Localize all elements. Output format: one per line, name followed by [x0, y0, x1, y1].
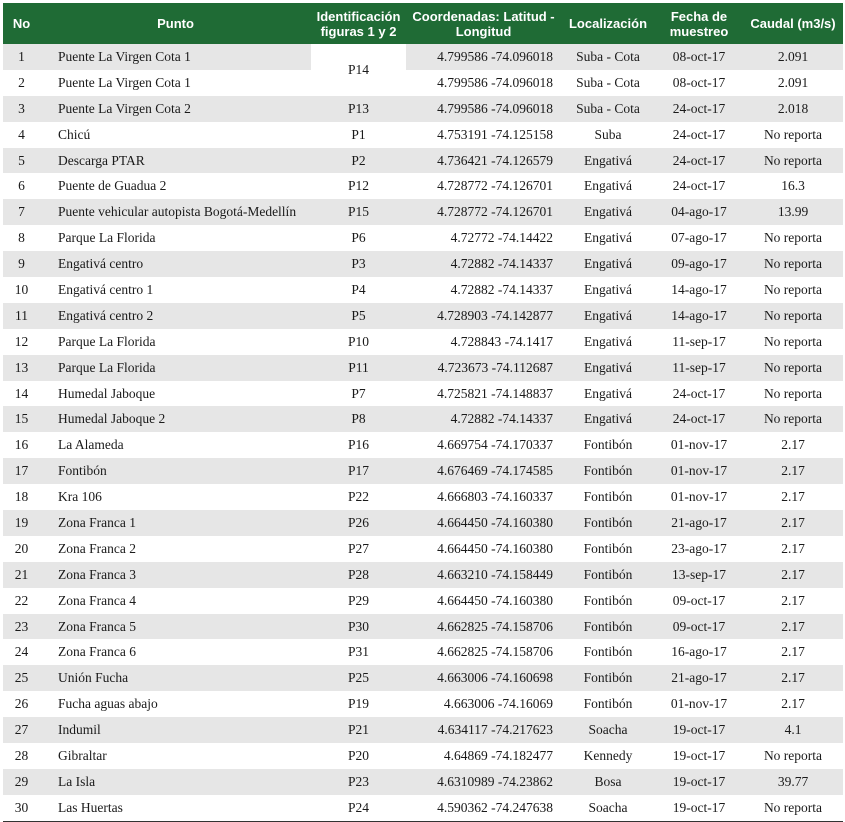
cell-no: 16: [14, 437, 29, 453]
cell-no: 2: [18, 74, 25, 90]
cell-no: 26: [14, 696, 29, 712]
table-row: [3, 484, 843, 510]
cell-punto: La Isla: [40, 769, 311, 795]
cell-fecha: 09-oct-17: [672, 592, 726, 608]
cell-fecha: 01-nov-17: [670, 696, 728, 712]
header-coordenadas: Coordenadas: Latitud - Longitud: [406, 3, 561, 44]
header-localizacion: Localización: [561, 3, 655, 44]
cell-coordenadas: 4.664450 -74.160380: [406, 510, 561, 536]
cell-no: 10: [14, 281, 29, 297]
cell-no: 19: [3, 510, 40, 536]
cell-coordenadas: 4.663006 -74.16069: [443, 696, 553, 712]
cell-caudal: 39.77: [743, 769, 843, 795]
cell-fecha: 24-oct-17: [655, 406, 743, 432]
cell-identificacion: P21: [311, 717, 406, 743]
table-row: [3, 381, 843, 407]
cell-coordenadas: 4.723673 -74.112687: [406, 355, 561, 381]
cell-fecha: 11-sep-17: [672, 333, 726, 349]
cell-caudal: 2.17: [743, 562, 843, 588]
cell-no: 17: [3, 458, 40, 484]
table-row: [3, 173, 843, 199]
cell-fecha: 04-ago-17: [655, 199, 743, 225]
cell-coordenadas: 4.662825 -74.158706: [437, 644, 553, 660]
table-row: [3, 639, 843, 665]
cell-coordenadas: 4.799586 -74.096018: [406, 96, 561, 122]
cell-no: 11: [3, 303, 40, 329]
cell-no: 27: [3, 717, 40, 743]
cell-identificacion: P2: [311, 148, 406, 174]
cell-caudal: 2.17: [743, 614, 843, 640]
table-row: [3, 251, 843, 277]
cell-caudal: 2.091: [777, 74, 809, 90]
table-row: [3, 44, 843, 70]
cell-fecha: 08-oct-17: [655, 44, 743, 70]
cell-identificacion: P6: [351, 230, 366, 246]
cell-coordenadas: 4.676469 -74.174585: [406, 458, 561, 484]
cell-coordenadas: 4.72882 -74.14337: [406, 251, 561, 277]
cell-no: 9: [3, 251, 40, 277]
cell-punto: Puente La Virgen Cota 2: [40, 96, 311, 122]
header-caudal: Caudal (m3/s): [743, 3, 843, 44]
cell-punto: Fontibón: [40, 458, 311, 484]
cell-punto: Puente vehicular autopista Bogotá-Medellín: [40, 199, 311, 225]
cell-localizacion: Engativá: [561, 406, 655, 432]
cell-coordenadas: 4.728772 -74.126701: [437, 178, 553, 194]
cell-punto: Fucha aguas abajo: [58, 696, 158, 712]
table-row: [3, 795, 843, 821]
sampling-table-container: [3, 3, 843, 822]
cell-caudal: 2.17: [781, 489, 805, 505]
table-row: [3, 225, 843, 251]
cell-coordenadas: 4.666803 -74.160337: [437, 489, 553, 505]
cell-identificacion: P5: [311, 303, 406, 329]
cell-localizacion: Engativá: [584, 178, 632, 194]
cell-identificacion: P11: [311, 355, 406, 381]
cell-localizacion: Engativá: [561, 199, 655, 225]
cell-localizacion: Bosa: [561, 769, 655, 795]
cell-coordenadas: 4.663210 -74.158449: [406, 562, 561, 588]
cell-localizacion: Fontibón: [583, 437, 633, 453]
sampling-points-table: [3, 3, 843, 822]
cell-localizacion: Engativá: [561, 355, 655, 381]
table-row: [3, 717, 843, 743]
cell-identificacion: P23: [311, 769, 406, 795]
cell-punto: Las Huertas: [40, 795, 311, 821]
cell-fecha: 07-ago-17: [671, 230, 727, 246]
cell-punto: Zona Franca 6: [58, 644, 136, 660]
table-row: [3, 148, 843, 174]
cell-caudal: 2.17: [781, 437, 805, 453]
cell-fecha: 19-oct-17: [655, 769, 743, 795]
cell-localizacion: Suba - Cota: [561, 44, 655, 70]
cell-coordenadas: 4.669754 -74.170337: [437, 437, 553, 453]
cell-coordenadas: 4.728843 -74.1417: [450, 333, 553, 349]
cell-coordenadas: 4.72882 -74.14337: [406, 406, 561, 432]
cell-fecha: 24-oct-17: [672, 385, 726, 401]
cell-identificacion: P31: [347, 644, 369, 660]
cell-fecha: 24-oct-17: [655, 148, 743, 174]
cell-no: 29: [3, 769, 40, 795]
cell-identificacion: P10: [347, 333, 369, 349]
cell-fecha: 21-ago-17: [655, 665, 743, 691]
cell-caudal: No reporta: [743, 355, 843, 381]
cell-no: 13: [3, 355, 40, 381]
cell-punto: Zona Franca 5: [40, 614, 311, 640]
cell-coordenadas: 4.799586 -74.096018: [406, 44, 561, 70]
cell-fecha: 14-ago-17: [671, 281, 727, 297]
cell-no: 28: [14, 747, 29, 763]
cell-caudal: No reporta: [743, 303, 843, 329]
cell-coordenadas: 4.663006 -74.160698: [406, 665, 561, 691]
cell-coordenadas: 4.664450 -74.160380: [437, 540, 553, 556]
cell-punto: Chicú: [58, 126, 91, 142]
cell-localizacion: Soacha: [561, 717, 655, 743]
cell-caudal: No reporta: [743, 406, 843, 432]
table-row: [3, 329, 843, 355]
cell-punto: Parque La Florida: [58, 333, 156, 349]
table-row: [3, 355, 843, 381]
cell-localizacion: Kennedy: [583, 747, 633, 763]
cell-caudal: 2.018: [743, 96, 843, 122]
cell-no: 4: [18, 126, 25, 142]
cell-localizacion: Fontibón: [583, 489, 633, 505]
cell-caudal: 2.17: [781, 696, 805, 712]
table-body: [3, 44, 843, 821]
header-identificacion: Identificación figuras 1 y 2: [311, 3, 406, 44]
table-row: [3, 743, 843, 769]
cell-punto: Puente La Virgen Cota 1: [58, 74, 191, 90]
cell-localizacion: Fontibón: [583, 592, 633, 608]
cell-coordenadas: 4.728903 -74.142877: [406, 303, 561, 329]
cell-identificacion: P16: [347, 437, 369, 453]
cell-localizacion: Suba - Cota: [561, 96, 655, 122]
cell-no: 8: [18, 230, 25, 246]
cell-fecha: 09-ago-17: [655, 251, 743, 277]
table-row: [3, 303, 843, 329]
cell-localizacion: Suba - Cota: [576, 74, 640, 90]
cell-identificacion: P19: [347, 696, 369, 712]
cell-coordenadas: 4.662825 -74.158706: [406, 614, 561, 640]
cell-identificacion: P12: [347, 178, 369, 194]
cell-punto: Engativá centro: [40, 251, 311, 277]
table-header-row: [3, 3, 843, 44]
cell-identificacion: P25: [311, 665, 406, 691]
cell-identificacion: P29: [347, 592, 369, 608]
cell-fecha: 08-oct-17: [672, 74, 726, 90]
cell-fecha: 16-ago-17: [671, 644, 727, 660]
cell-caudal: No reporta: [763, 281, 823, 297]
cell-punto: Zona Franca 4: [58, 592, 136, 608]
cell-punto: Gibraltar: [58, 747, 107, 763]
cell-caudal: No reporta: [763, 126, 823, 142]
cell-identificacion: P22: [347, 489, 369, 505]
cell-coordenadas: 4.72772 -74.14422: [450, 230, 553, 246]
cell-coordenadas: 4.590362 -74.247638: [406, 795, 561, 821]
cell-fecha: 23-ago-17: [671, 540, 727, 556]
table-row: [3, 96, 843, 122]
cell-fecha: 24-oct-17: [672, 126, 726, 142]
cell-no: 3: [3, 96, 40, 122]
cell-coordenadas: 4.664450 -74.160380: [437, 592, 553, 608]
cell-caudal: 2.17: [743, 458, 843, 484]
cell-no: 22: [14, 592, 29, 608]
cell-fecha: 19-oct-17: [672, 747, 726, 763]
cell-no: 6: [18, 178, 25, 194]
cell-caudal: 2.17: [781, 644, 805, 660]
cell-caudal: No reporta: [743, 148, 843, 174]
cell-caudal: No reporta: [743, 251, 843, 277]
cell-identificacion: P27: [347, 540, 369, 556]
cell-fecha: 01-nov-17: [670, 489, 728, 505]
cell-fecha: 01-nov-17: [670, 437, 728, 453]
cell-localizacion: Fontibón: [561, 562, 655, 588]
cell-fecha: 11-sep-17: [655, 355, 743, 381]
cell-coordenadas: 4.799586 -74.096018: [406, 70, 561, 96]
cell-caudal: 4.1: [743, 717, 843, 743]
cell-localizacion: Fontibón: [561, 510, 655, 536]
cell-identificacion: P13: [311, 96, 406, 122]
cell-caudal: No reporta: [763, 747, 823, 763]
cell-localizacion: Fontibón: [583, 696, 633, 712]
cell-localizacion: Engativá: [584, 333, 632, 349]
cell-punto: Indumil: [40, 717, 311, 743]
cell-caudal: 2.17: [743, 510, 843, 536]
cell-caudal: No reporta: [763, 333, 823, 349]
header-no: No: [3, 3, 40, 44]
cell-caudal: No reporta: [743, 795, 843, 821]
cell-punto: Parque La Florida: [40, 355, 311, 381]
cell-caudal: 16.3: [781, 178, 805, 194]
header-fecha: Fecha de muestreo: [655, 3, 743, 44]
cell-identificacion: P24: [311, 795, 406, 821]
table-row: [3, 588, 843, 614]
cell-identificacion: P20: [347, 747, 369, 763]
cell-no: 5: [3, 148, 40, 174]
cell-coordenadas: 4.725821 -74.148837: [437, 385, 553, 401]
cell-identificacion: P3: [311, 251, 406, 277]
cell-caudal: 2.17: [743, 665, 843, 691]
cell-fecha: 13-sep-17: [655, 562, 743, 588]
table-row: [3, 406, 843, 432]
cell-localizacion: Engativá: [584, 230, 632, 246]
cell-coordenadas: 4.6310989 -74.23862: [406, 769, 561, 795]
cell-identificacion: P14: [311, 44, 406, 96]
cell-fecha: 19-oct-17: [655, 795, 743, 821]
cell-fecha: 24-oct-17: [655, 96, 743, 122]
cell-punto: Engativá centro 1: [58, 281, 154, 297]
cell-no: 7: [3, 199, 40, 225]
cell-identificacion: P7: [351, 385, 366, 401]
cell-no: 30: [3, 795, 40, 821]
cell-fecha: 19-oct-17: [655, 717, 743, 743]
cell-coordenadas: 4.728772 -74.126701: [406, 199, 561, 225]
cell-localizacion: Engativá: [561, 251, 655, 277]
cell-no: 20: [14, 540, 29, 556]
table-row: [3, 769, 843, 795]
cell-identificacion: P30: [311, 614, 406, 640]
cell-punto: Zona Franca 1: [40, 510, 311, 536]
cell-localizacion: Engativá: [584, 281, 632, 297]
cell-localizacion: Engativá: [561, 148, 655, 174]
cell-no: 23: [3, 614, 40, 640]
cell-punto: Humedal Jaboque: [58, 385, 156, 401]
cell-punto: La Alameda: [58, 437, 124, 453]
cell-punto: Engativá centro 2: [40, 303, 311, 329]
cell-punto: Puente La Virgen Cota 1: [40, 44, 311, 70]
table-row: [3, 199, 843, 225]
cell-identificacion: P4: [351, 281, 366, 297]
cell-punto: Kra 106: [58, 489, 102, 505]
cell-identificacion: P17: [311, 458, 406, 484]
table-row: [3, 536, 843, 562]
cell-fecha: 09-oct-17: [655, 614, 743, 640]
cell-fecha: 21-ago-17: [655, 510, 743, 536]
cell-identificacion: P8: [311, 406, 406, 432]
cell-coordenadas: 4.634117 -74.217623: [406, 717, 561, 743]
cell-identificacion: P15: [311, 199, 406, 225]
cell-punto: Zona Franca 2: [58, 540, 136, 556]
cell-caudal: No reporta: [763, 230, 823, 246]
cell-localizacion: Fontibón: [583, 540, 633, 556]
cell-fecha: 01-nov-17: [655, 458, 743, 484]
cell-no: 21: [3, 562, 40, 588]
cell-localizacion: Engativá: [584, 385, 632, 401]
cell-coordenadas: 4.64869 -74.182477: [443, 747, 553, 763]
cell-localizacion: Suba: [594, 126, 622, 142]
table-row: [3, 562, 843, 588]
cell-no: 12: [14, 333, 29, 349]
cell-fecha: 24-oct-17: [672, 178, 726, 194]
table-row: [3, 614, 843, 640]
cell-coordenadas: 4.736421 -74.126579: [406, 148, 561, 174]
cell-no: 18: [14, 489, 29, 505]
table-row: [3, 665, 843, 691]
table-row: [3, 70, 843, 96]
table-row: [3, 432, 843, 458]
cell-punto: Parque La Florida: [58, 230, 156, 246]
cell-caudal: 2.091: [743, 44, 843, 70]
cell-no: 24: [14, 644, 29, 660]
table-row: [3, 510, 843, 536]
cell-punto: Puente de Guadua 2: [58, 178, 167, 194]
cell-identificacion: P1: [351, 126, 366, 142]
table-row: [3, 458, 843, 484]
cell-localizacion: Fontibón: [561, 458, 655, 484]
cell-coordenadas: 4.753191 -74.125158: [437, 126, 553, 142]
cell-localizacion: Soacha: [561, 795, 655, 821]
table-row: [3, 691, 843, 717]
cell-no: 25: [3, 665, 40, 691]
cell-punto: Humedal Jaboque 2: [40, 406, 311, 432]
header-punto: Punto: [40, 3, 311, 44]
cell-no: 1: [3, 44, 40, 70]
cell-fecha: 14-ago-17: [655, 303, 743, 329]
cell-localizacion: Engativá: [561, 303, 655, 329]
cell-localizacion: Fontibón: [561, 614, 655, 640]
table-row: [3, 277, 843, 303]
cell-no: 14: [14, 385, 29, 401]
cell-caudal: 2.17: [781, 592, 805, 608]
cell-caudal: No reporta: [763, 385, 823, 401]
cell-caudal: 13.99: [743, 199, 843, 225]
cell-punto: Zona Franca 3: [40, 562, 311, 588]
cell-coordenadas: 4.72882 -74.14337: [450, 281, 553, 297]
table-row: [3, 122, 843, 148]
cell-localizacion: Fontibón: [583, 644, 633, 660]
cell-identificacion: P26: [311, 510, 406, 536]
cell-no: 15: [3, 406, 40, 432]
cell-caudal: 2.17: [781, 540, 805, 556]
cell-punto: Descarga PTAR: [40, 148, 311, 174]
cell-localizacion: Fontibón: [561, 665, 655, 691]
cell-punto: Unión Fucha: [40, 665, 311, 691]
cell-identificacion: P28: [311, 562, 406, 588]
